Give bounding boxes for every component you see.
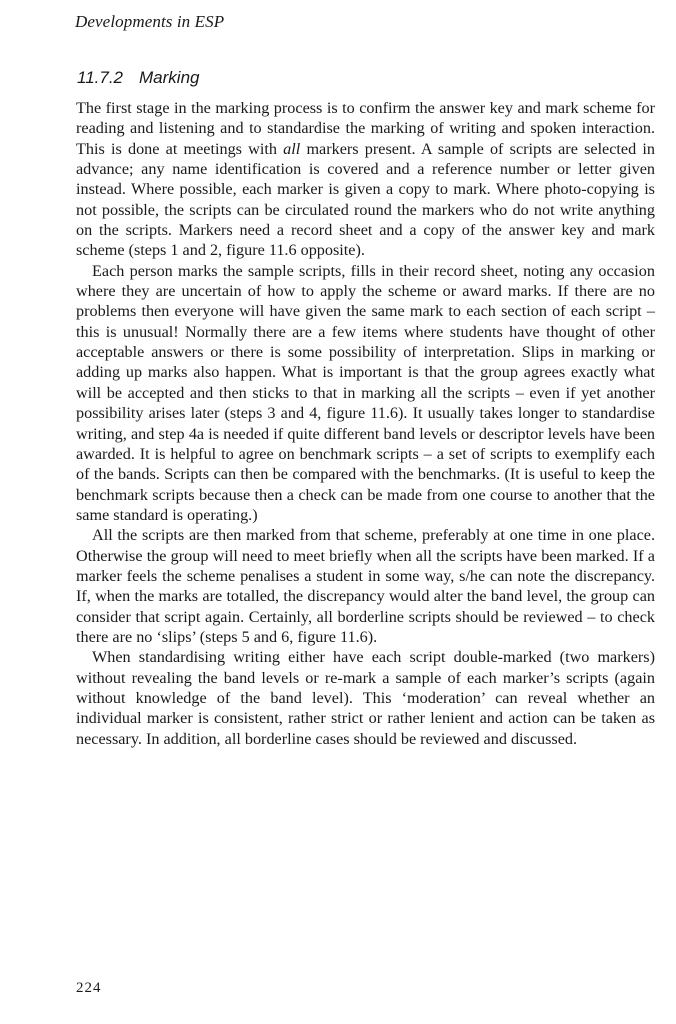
- section-title: Marking: [139, 68, 200, 87]
- paragraph-2: Each person marks the sample scripts, fills in their record sheet, noting any occasion where they are uncertain of how to apply the scheme or award marks. If there are no problems then everyone will have given the same mark to each section of each script – this is unusual! Normally there are a few items where students have thought of other acceptable answers or there is some possibility of interpretation. Slips in marking or adding up marks also happen. What is important is that the group agrees exactly what will be accepted and then sticks to that in marking all the scripts – even if yet another possibility arises later (steps 3 and 4, figure 11.6). It usually takes longer to standardise writing, and step 4a is needed if quite different band levels or descriptor levels have been awarded. It is helpful to agree on benchmark scripts – a set of scripts to exemplify each of the bands. Scripts can then be compared with the benchmarks. (It is useful to keep the benchmark scripts because then a check can be made from one course to another that the same standard is operating.): [76, 261, 655, 524]
- paragraph-1: [76, 98, 655, 261]
- paragraph-1-text-a: The first stage in the marking process is to confirm the answer key and mark scheme for reading and listening and to standardise the marking of writing and spoken interaction. This is done at meetings with: [76, 99, 655, 158]
- page-number: 224: [76, 980, 102, 996]
- paragraph-1-emphasis: all: [283, 139, 301, 158]
- running-head: Developments in ESP: [75, 12, 225, 31]
- paragraph-1-text-b: markers present. A sample of scripts are selected in advance; any name identification is covered and a reference number or letter given instead. Where possible, each marker is given a copy to mark. Where photo-copying is not possible, the scripts can be circulated round the markers who do not write anything on the scripts. Markers need a record sheet and a copy of the answer key and mark scheme (steps 1 and 2, figure 11.6 opposite).: [76, 139, 655, 260]
- section-number: 11.7.2: [77, 68, 124, 87]
- section-heading: [77, 68, 199, 88]
- paragraph-3: All the scripts are then marked from that scheme, preferably at one time in one place. Otherwise the group will need to meet briefly when all the scripts have been marked. If a marker feels the scheme penalises a student in some way, s/he can note the discrepancy. If, when the marks are totalled, the discrepancy would alter the band level, the group can consider that script again. Certainly, all borderline scripts should be reviewed – to check there are no ‘slips’ (steps 5 and 6, figure 11.6).: [76, 526, 655, 646]
- body-text: [76, 98, 655, 749]
- paragraph-4: When standardising writing either have each script double-marked (two markers) without revealing the band levels or re-mark a sample of each marker’s scripts (again without knowledge of the band level). This ‘moderation’ can reveal whether an individual marker is consistent, rather strict or rather lenient and action can be taken as necessary. In addition, all borderline cases should be reviewed and discussed.: [76, 648, 655, 748]
